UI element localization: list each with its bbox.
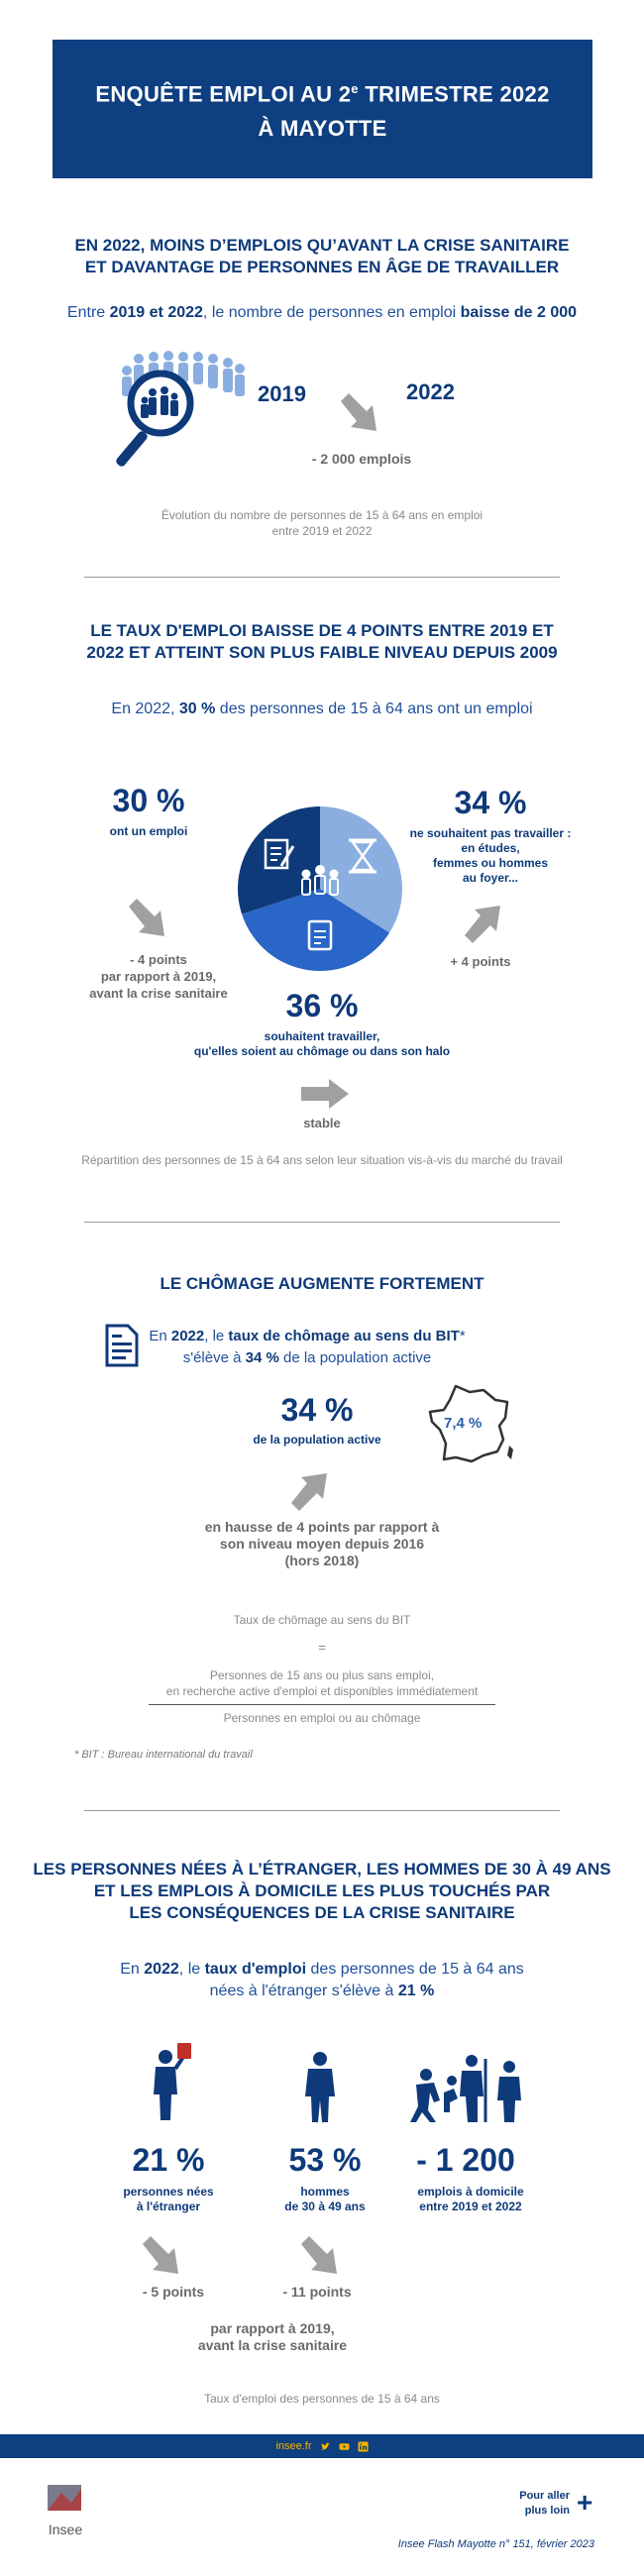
plus-icon[interactable]: + <box>577 2487 593 2518</box>
seeking-change: stable <box>303 1116 341 1130</box>
footer-bar <box>0 2434 644 2458</box>
bit-footnote: * BIT : Bureau international du travail <box>74 1749 253 1761</box>
employment-pie-chart <box>236 805 404 973</box>
document-icon <box>104 1323 140 1368</box>
formula-title: Taux de chômage au sens du BIT <box>233 1613 411 1627</box>
arrow-down-icon <box>337 391 384 435</box>
unemployment-value: 34 % <box>280 1392 354 1428</box>
home-jobs-label: emplois à domicile entre 2019 et 2022 <box>417 2185 524 2213</box>
publication-source: Insee Flash Mayotte n° 151, février 2023 <box>397 2538 594 2550</box>
section1-lead: Entre 2019 et 2022, le nombre de personnes en emploi baisse de 2 000 <box>66 304 578 321</box>
arrow-down-icon <box>125 897 172 940</box>
foreign-born-value: 21 % <box>132 2142 205 2178</box>
home-workers-icon <box>406 2053 530 2124</box>
insee-site-link[interactable]: insee.fr <box>275 2440 312 2452</box>
employment-delta: - 2 000 emplois <box>311 451 412 467</box>
unemployment-change: en hausse de 4 points par rapport à son niveau moyen depuis 2016 (hors 2018) <box>204 1519 440 1568</box>
inactive-change: + 4 points <box>450 954 511 969</box>
inactive-label: ne souhaitent pas travailler : en études, femmes ou hommes au foyer... <box>409 826 572 885</box>
youtube-icon[interactable] <box>339 2441 350 2452</box>
formula-equals: = <box>318 1640 326 1655</box>
section3-lead: En 2022, le taux de chômage au sens du BIT* s'élève à 34 % de la population active <box>149 1328 466 1366</box>
arrow-up-icon <box>461 902 508 945</box>
employed-label: ont un emploi <box>109 824 188 838</box>
section4-caption: Taux d'emploi des personnes de 15 à 64 ans <box>204 2392 440 2406</box>
formula-fraction-bar <box>149 1704 495 1705</box>
unemployment-label: de la population active <box>253 1433 381 1447</box>
year-2022: 2022 <box>406 379 455 404</box>
section4-lead: En 2022, le taux d'emploi des personnes de 15 à 64 ans nées à l'étranger s'élève à 21 % <box>120 1961 524 1999</box>
section1-caption: Évolution du nombre de personnes de 15 à 64 ans en emploi entre 2019 et 2022 <box>161 508 483 538</box>
employed-change: - 4 points par rapport à 2019, avant la crise sanitaire <box>89 952 228 1001</box>
foreign-born-label: personnes nées à l'étranger <box>123 2185 214 2213</box>
france-unemployment-value: 7,4 % <box>444 1415 483 1432</box>
section2-caption: Répartition des personnes de 15 à 64 ans selon leur situation vis-à-vis du marché du travail <box>81 1153 563 1167</box>
header-title-line2: À MAYOTTE <box>258 115 387 141</box>
section2-title: LE TAUX D'EMPLOI BAISSE DE 4 POINTS ENTRE 2019 ET 2022 ET ATTEINT SON PLUS FAIBLE NIVEAU DEPUIS 2009 <box>86 621 558 662</box>
arrow-right-icon <box>299 1077 351 1111</box>
employed-value: 30 % <box>112 783 185 818</box>
divider <box>84 1222 560 1223</box>
header-title-line1: ENQUÊTE EMPLOI AU 2e TRIMESTRE 2022 <box>95 81 550 107</box>
inactive-value: 34 % <box>454 785 527 820</box>
page-header <box>53 40 592 178</box>
seeking-label: souhaitent travailler, qu'elles soient au chômage ou dans son halo <box>193 1029 451 1058</box>
linkedin-icon[interactable] <box>358 2441 369 2452</box>
men-30-49-change: - 11 points <box>282 2284 352 2300</box>
section4-title: LES PERSONNES NÉES À L’ÉTRANGER, LES HOMMES DE 30 À 49 ANS ET LES EMPLOIS À DOMICILE LES PLUS TOUCHÉS PAR LES CONSÉQUENCES DE LA CRISE SANITAIRE <box>33 1860 611 1922</box>
arrow-up-icon <box>287 1469 335 1513</box>
men-30-49-value: 53 % <box>288 2142 362 2178</box>
section2-lead: En 2022, 30 % des personnes de 15 à 64 ans ont un emploi <box>111 700 533 717</box>
arrow-down-icon <box>139 2234 186 2278</box>
foreign-born-change: - 5 points <box>142 2284 205 2300</box>
man-icon <box>302 2051 338 2124</box>
section3-title: LE CHÔMAGE AUGMENTE FORTEMENT <box>160 1274 484 1293</box>
crowd-magnifier-icon <box>109 349 248 478</box>
section1-title: EN 2022, MOINS D’EMPLOIS QU’AVANT LA CRISE SANITAIRE ET DAVANTAGE DE PERSONNES EN ÂGE DE TRAVAILLER <box>74 236 570 276</box>
year-2019: 2019 <box>258 381 306 406</box>
arrow-down-icon <box>297 2234 345 2278</box>
divider <box>84 1810 560 1811</box>
formula-numerator: Personnes de 15 ans ou plus sans emploi, en recherche active d'emploi et disponibles immédiatement <box>165 1668 479 1698</box>
twitter-icon[interactable] <box>320 2441 331 2452</box>
home-jobs-value: - 1 200 <box>416 2142 515 2178</box>
formula-denominator: Personnes en emploi ou au chômage <box>223 1711 421 1725</box>
seeking-value: 36 % <box>285 988 359 1023</box>
more-info-link[interactable]: Pour aller plus loin <box>519 2490 570 2517</box>
common-change-note: par rapport à 2019, avant la crise sanitaire <box>197 2320 348 2353</box>
insee-logo-icon <box>42 2485 87 2524</box>
insee-logo-text: Insee <box>48 2522 83 2537</box>
person-passport-icon <box>144 2043 193 2122</box>
men-30-49-label: hommes de 30 à 49 ans <box>284 2185 366 2213</box>
divider <box>84 577 560 578</box>
